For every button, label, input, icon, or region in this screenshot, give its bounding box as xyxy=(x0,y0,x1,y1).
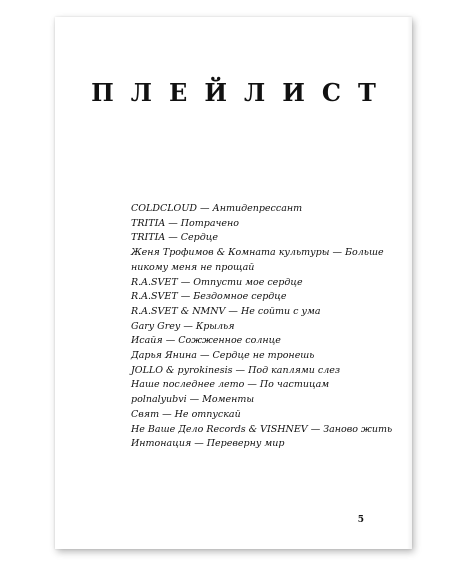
playlist-line: JOLLO & pyrokinesis — Под каплями слез xyxy=(131,364,341,376)
playlist-line: Интонация — Переверну мир xyxy=(131,438,285,450)
playlist-line: polnalyubvi — Моменты xyxy=(131,394,255,406)
playlist-line: Дарья Янина — Сердце не тронешь xyxy=(131,350,315,362)
playlist-line: Исайя — Сожженное солнце xyxy=(131,335,281,347)
page-title: ПЛЕЙЛИСТ xyxy=(91,78,393,108)
playlist-line: R.A.SVET & NMNV — Не сойти с ума xyxy=(131,305,321,317)
playlist-line: R.A.SVET — Бездомное сердце xyxy=(131,291,287,303)
playlist-line: TRITIA — Потрачено xyxy=(131,217,239,229)
playlist-line: COLDCLOUD — Антидепрессант xyxy=(131,203,303,214)
playlist-line: TRITIA — Сердце xyxy=(131,232,218,244)
playlist-line: никому меня не прощай xyxy=(131,261,255,273)
playlist-line: Женя Трофимов & Комната культуры — Больше xyxy=(131,247,384,259)
playlist-line: Не Ваше Дело Records & VISHNEV — Заново жить xyxy=(131,423,393,435)
playlist-line: Свят — Не отпускай xyxy=(131,408,241,420)
playlist-line: Наше последнее лето — По частицам xyxy=(131,379,330,391)
playlist-line: Gary Grey — Крылья xyxy=(131,320,235,332)
playlist xyxy=(131,202,393,452)
page-number: 5 xyxy=(357,515,364,525)
playlist-line: R.A.SVET — Отпусти мое сердце xyxy=(131,276,303,288)
book-page xyxy=(55,17,412,549)
